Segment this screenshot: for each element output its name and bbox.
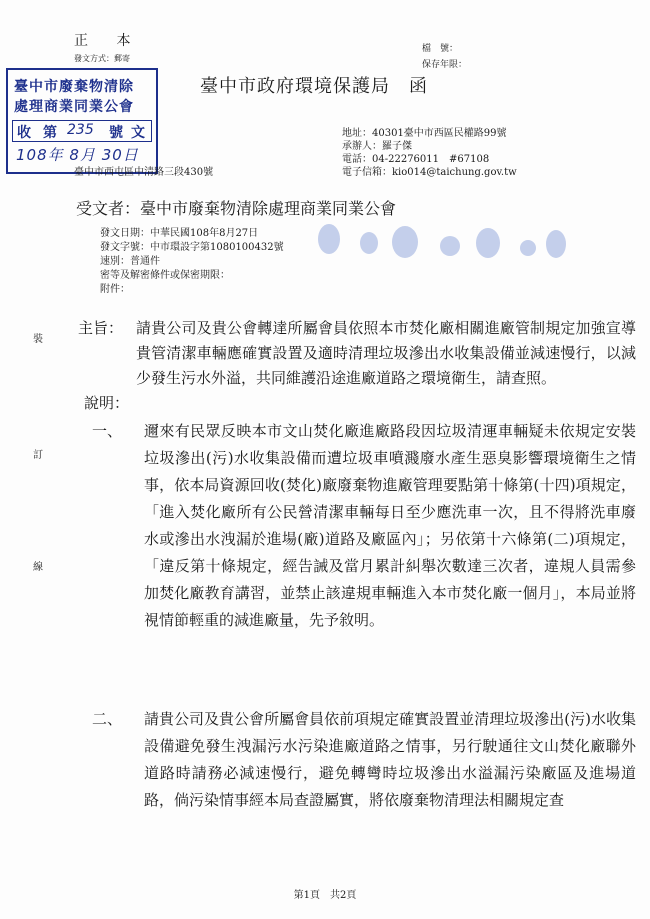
binding-mark: 線 [33,562,43,573]
meta-attachment: 附件： [100,284,130,295]
stamp-di: 第 [43,125,57,141]
item-number: 一、 [92,422,123,440]
meta-speed: 速別：普通件 [100,256,160,267]
meta-date: 發文日期：中華民國108年8月27日 [100,228,259,239]
file-no-label: 檔 號： [422,44,459,54]
stamp-number-row [12,120,152,142]
stamp-hao: 號 [109,125,123,141]
stamp-recv: 收 [17,125,31,141]
stamp-number: 235 [67,122,94,138]
subject-label: 主旨： [78,319,124,337]
page-title: 臺中市政府環境保護局 函 [200,76,428,97]
retention-label: 保存年限： [422,60,468,70]
binding-mark: 訂 [33,450,43,461]
received-stamp [6,68,158,174]
copy-label: 正 本 [74,33,143,49]
stamp-line1: 臺中市廢棄物清除 [14,79,134,95]
item-text: 邇來有民眾反映本市文山焚化廠進廠路段因垃圾清運車輛疑未依規定安裝垃圾滲出(污)水收集設備而遭垃圾車噴濺廢水產生惡臭影響環境衛生之情事，依本局資源回收(焚化)廠廢棄物進廠管理要點第十條第(十四)項規定，「進入焚化廠所有公民營清潔車輛每日至少應洗車一次，且不得將洗車廢水或滲出水洩漏於進場(廠)道路及廠區內」；另依第十六條第(二)項規定，「違反第十條規定，經告誡及當月累計糾舉次數達三次者，違規人員需參加焚化廠教育講習，並禁止該違規車輛進入本市焚化廠一個月」，本局並將視情節輕重的減進廠量，先予敘明。 [144,422,636,629]
send-method: 發文方式：郵寄 [74,54,130,63]
item-text: 請貴公司及貴公會所屬會員依前項規定確實設置並清理垃圾滲出(污)水收集設備避免發生洩漏污水污染進廠道路之情事，另行駛通往文山焚化廠聯外道路時請務必減速慢行，避免轉彎時垃圾滲出水溢漏污染廠區及進場道路，倘污染情事經本局查證屬實，將依廢棄物清理法相關規定查 [144,710,636,809]
contact-address: 地址：40301臺中市西區民權路99號 [342,128,507,139]
page-footer: 第1頁 共2頁 [293,890,357,901]
contact-phone: 電話：04-22276011 #67108 [342,154,490,165]
recipient: 受文者：臺中市廢棄物清除處理商業同業公會 [76,199,397,218]
meta-doc-no: 發文字號：中市環設字第1080100432號 [100,242,284,253]
stamp-line2: 處理商業同業公會 [14,99,134,115]
item-number: 二、 [92,710,123,728]
recipient-address: 臺中市西屯區中清路三段430號 [74,167,214,178]
meta-secrecy: 密等及解密條件或保密期限： [100,270,230,281]
explanation-label: 說明： [84,394,130,412]
contact-email: 電子信箱：kio014@taichung.gov.tw [342,167,517,178]
stamp-wen: 文 [131,125,145,141]
contact-handler: 承辦人：羅子傑 [342,141,412,152]
binding-mark: 裝 [33,334,43,345]
subject-text: 請貴公司及貴公會轉達所屬會員依照本市焚化廠相關進廠管制規定加強宣導貴管清潔車輛應確實設置及適時清理垃圾滲出水收集設備並減速慢行，以減少發生污水外溢，共同維護沿途進廠道路之環境衛生，請查照。 [136,319,636,387]
stamp-date: 108年 8月 30日 [16,146,139,164]
